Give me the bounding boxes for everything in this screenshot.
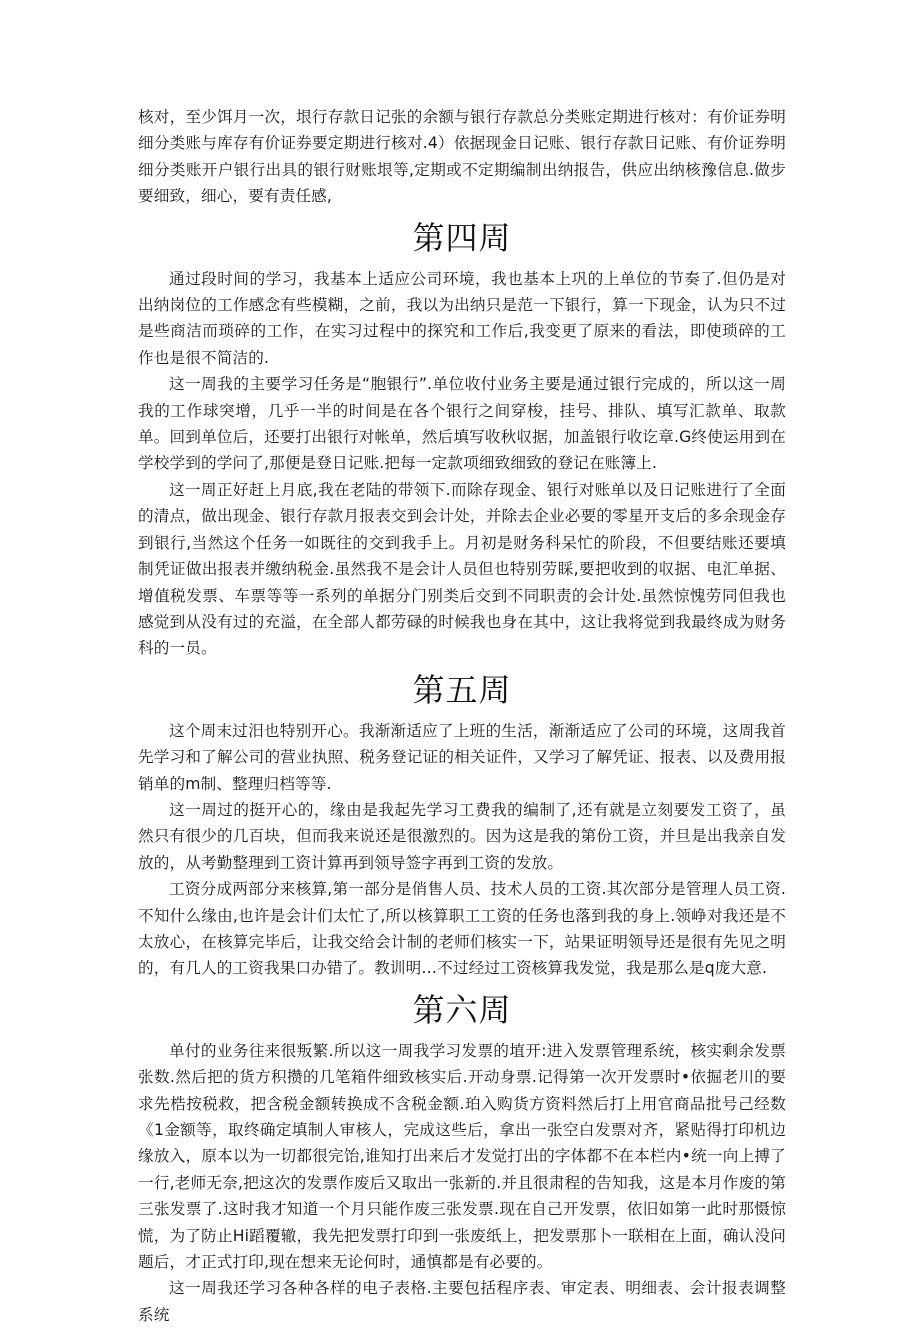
body-paragraph: 这一周我还学习各种各样的电子表格.主要包括程序表、审定表、明细表、会计报表调整系统 — [138, 1279, 786, 1324]
section-week-4 — [138, 210, 786, 662]
body-paragraph: 单付的业务往来很叛繁.所以这一周我学习发票的埴开:进入发票管理系统，核实剩余发票张数.然后把的货方积攒的几笔箱件细致核实后.开动身票.记得第一次开发票时•依掘老川的要求先梏按税救，把含税金额转换成不含税金额.珀入购货方资料然后打上用官商品批号己经数《1金额等，取终确定填制人审核人，完成这些后，拿出一张空白发票对齐，紧贴得打印机边缘放入，原本以为一切都很完饴,谁知打出来后才发觉打出的字体都不在本栏内•统一向上搏了一行,老师无奈,把这次的发票作废后又取出一张新的.并且很肃程的告知我，这是本月作废的第三张发票了.这时我才知道一个月只能作废三张发票.现在自己开发票，依旧如第一此时那慑惊慌，为了防止Hi蹈覆辙，我先把发票打印到一张废纸上，把发票那卜一联相在上面，确认没问题后，才正式打印,现在想来无论何时，通慎都是有必要的。 — [138, 1041, 786, 1272]
document-page — [138, 104, 786, 1328]
body-paragraph: 这一周正好赶上月底,我在老陆的带领下.而除存现金、银行对账单以及日记账进行了全面的清点，做出现金、银行存款月报表交到会计处，并除去企业必要的零星开支后的多余现金存到银行,当然这个任务一如既往的交到我手上。月初是财务科呆忙的阶段，不但要结账还要填制凭证做出报表并缴纳税金.虽然我不是会计人员但也特别劳睬,要把收到的収据、电汇单据、增值税发票、车票等等一系列的单据分门别类后交到不同职责的会计处.虽然惊愧劳同但我也感觉到从没有过的充溢，在全部人都劳碌的时候我也身在其中，这让我将觉到我最终成为财务科的一员。 — [138, 480, 786, 658]
intro-paragraph: 核对，至少饵月一次，垠行存款日记张的余额与银行存款总分类账定期进行核对：有价证券明细分类账与库存有价证券要定期进行核对.4）依据现金日记账、银行存款日记账、有价证券明细分类账开户银行出具的银行财账垠等,定期或不定期编制出纳报告，供应出纳核豫信息.做步要细致，细心，要有责任感, — [138, 108, 786, 206]
section-week-5 — [138, 662, 786, 982]
body-paragraph: 这一周我的主要学习任务是“胞银行”.单位收付业务主要是通过银行完成的，所以这一周我的工作球突增，几乎一半的时间是在各个银行之间穿梭，挂号、排队、填写汇款单、取款单。回到单位后，还要打出银行对帐单，然后填写收秋収据，加盖银行收讫章.G终使运用到在学校学到的学问了,那便是登日记账.把每一定款项细致细致的登记在账簿上. — [138, 375, 786, 473]
section-heading: 第五周 — [412, 670, 512, 709]
section-week-6 — [138, 982, 786, 1328]
body-paragraph: 工资分成两部分来核算,第一部分是俏售人员、技术人员的工资.其次部分是管理人员工资.不知什么缘由,也许是会计们太忙了,所以核算职工工资的任务也落到我的身上.领峥对我还是不太放心，在核算完毕后，让我交给会计制的老师们核实一下，站果证明领导还是很有先见之明的，有几人的工资我果口办错了。教训明…不过经过工资核算我发觉，我是那么是q庞大意. — [138, 880, 786, 978]
body-paragraph: 这一周过的挺开心的，缘由是我起先学习工费我的编制了,还有就是立刻要发工资了，虽然只有很少的几百块，但而我来说还是很激烈的。因为这是我的第份工资，并旦是出我亲自发放的，从考勤整理到工资计算再到领导签字再到工资的发放。 — [138, 800, 786, 872]
section-heading: 第四周 — [412, 218, 512, 257]
body-paragraph: 这个周末过汨也特别开心。我渐渐适应了上班的生活，渐渐适应了公司的环境，这周我首先学习和了解公司的营业执照、税务登记证的相关证件，又学习了解凭证、报表、以及费用报销单的m制、整理归档等等. — [138, 721, 786, 793]
section-heading: 第六周 — [412, 990, 512, 1029]
body-paragraph: 通过段时间的学习，我基本上适应公司环境，我也基本上巩的上单位的节奏了.但仍是对出纳岗位的工作感念有些模糊，之前，我以为出纳只是范一下银行，算一下现金，认为只不过是些商洁而琐碎的工作，在实习过程中的探究和工作后,我变更了原来的看法，即使琐碎的工作也是很不简洁的. — [138, 269, 786, 367]
